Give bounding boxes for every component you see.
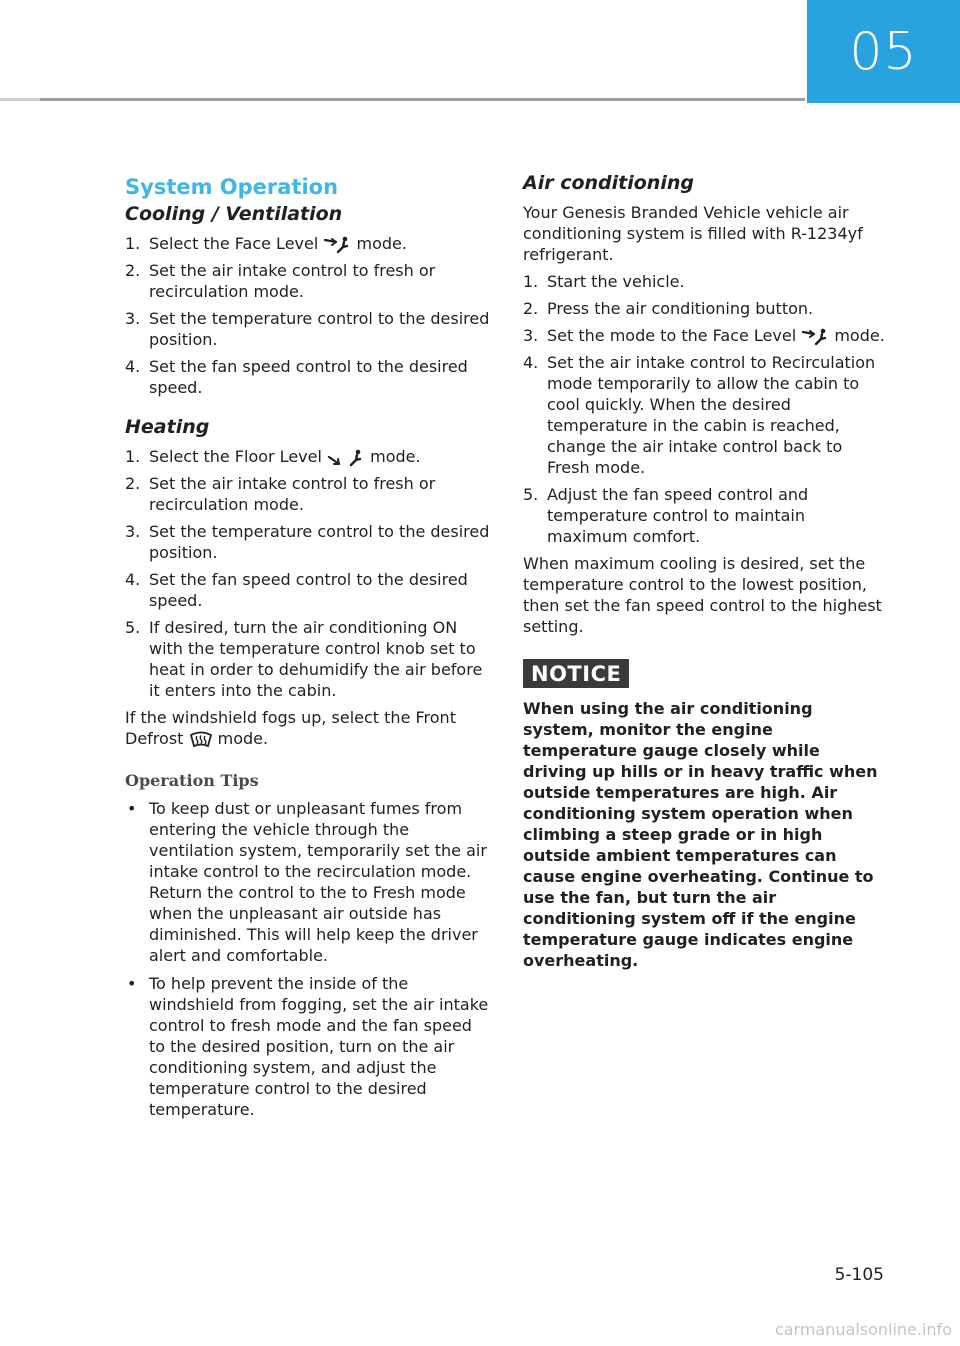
max-cooling-note: When maximum cooling is desired, set the temperature control to the lowest position, then set the fan speed control to the highest setting. [523, 554, 882, 636]
floor-level-icon [327, 449, 365, 467]
heating-step: 2. Set the air intake control to fresh or recirculation mode. [125, 474, 436, 514]
cooling-step: 3. Set the temperature control to the desired position. [125, 309, 490, 349]
heating-steps [125, 446, 490, 701]
ac-step: 1. Start the vehicle. [523, 272, 685, 291]
heating-step: 1. Select the Floor Level mode. [125, 447, 421, 466]
cooling-heading: Cooling / Ventilation [125, 203, 343, 225]
watermark: carmanualsonline.info [774, 1320, 952, 1339]
left-column [125, 170, 490, 1127]
cooling-step: 4. Set the fan speed control to the desired speed. [125, 357, 468, 397]
notice-badge: NOTICE [523, 659, 629, 688]
front-defrost-icon [189, 730, 213, 750]
page-number: 5-105 [834, 1265, 884, 1285]
ac-step: 2. Press the air conditioning button. [523, 299, 814, 318]
ac-step: 4. Set the air intake control to Recirculation mode temporarily to allow the cabin to cool quickly. When the desired temperature in the cabin is reached, change the air intake control back to Fresh mode. [523, 353, 876, 477]
cooling-step: 2. Set the air intake control to fresh or recirculation mode. [125, 261, 436, 301]
cooling-step: 1. Select the Face Level mode. [125, 234, 407, 253]
ac-step: 5. Adjust the fan speed control and temperature control to maintain maximum comfort. [523, 485, 809, 546]
header-rule-accent [0, 98, 40, 101]
heating-step: 4. Set the fan speed control to the desired speed. [125, 570, 468, 610]
header-rule [0, 98, 805, 101]
heating-heading: Heating [125, 416, 210, 438]
chapter-tab: 05 [807, 0, 960, 103]
notice-text: When using the air conditioning system, monitor the engine temperature gauge closely while driving up hills or in heavy traffic when outside temperatures are high. Air conditioning system operation when climbing a steep grade or in high outside ambient temperatures can cause engine overheating. Continue to use the fan, but turn the air conditioning system off if the engine temperature gauge indicates engine overheating. [523, 699, 878, 970]
heating-step: 3. Set the temperature control to the desired position. [125, 522, 490, 562]
face-level-icon [801, 328, 829, 346]
tips-heading: Operation Tips [125, 770, 259, 790]
ac-steps [523, 271, 888, 547]
ac-intro: Your Genesis Branded Vehicle vehicle air conditioning system is filled with R-1234yf refrigerant. [523, 203, 863, 264]
ac-step: 3. Set the mode to the Face Level mode. [523, 326, 885, 345]
tip-item: • To keep dust or unpleasant fumes from entering the vehicle through the ventilation system, temporarily set the air intake control to the recirculation mode. Return the control to the to Fresh mode when the unpleasant air outside has diminished. This will help keep the driver alert and comfortable. [127, 798, 487, 965]
right-column [523, 170, 888, 971]
section-title: System Operation [125, 175, 339, 199]
heating-step: 5. If desired, turn the air conditioning ON with the temperature control knob set to heat in order to dehumidify the air before it enters into the cabin. [125, 618, 483, 700]
air-conditioning-heading: Air conditioning [523, 172, 694, 194]
cooling-steps [125, 233, 490, 398]
tips-list [125, 798, 490, 1120]
face-level-icon [323, 236, 351, 254]
tip-item: • To help prevent the inside of the windshield from fogging, set the air intake control to fresh mode and the fan speed to the desired position, turn on the air conditioning system, and adjust the temperature control to the desired temperature. [127, 973, 489, 1119]
defrost-note: If the windshield fogs up, select the Front Defrost mode. [125, 708, 456, 748]
